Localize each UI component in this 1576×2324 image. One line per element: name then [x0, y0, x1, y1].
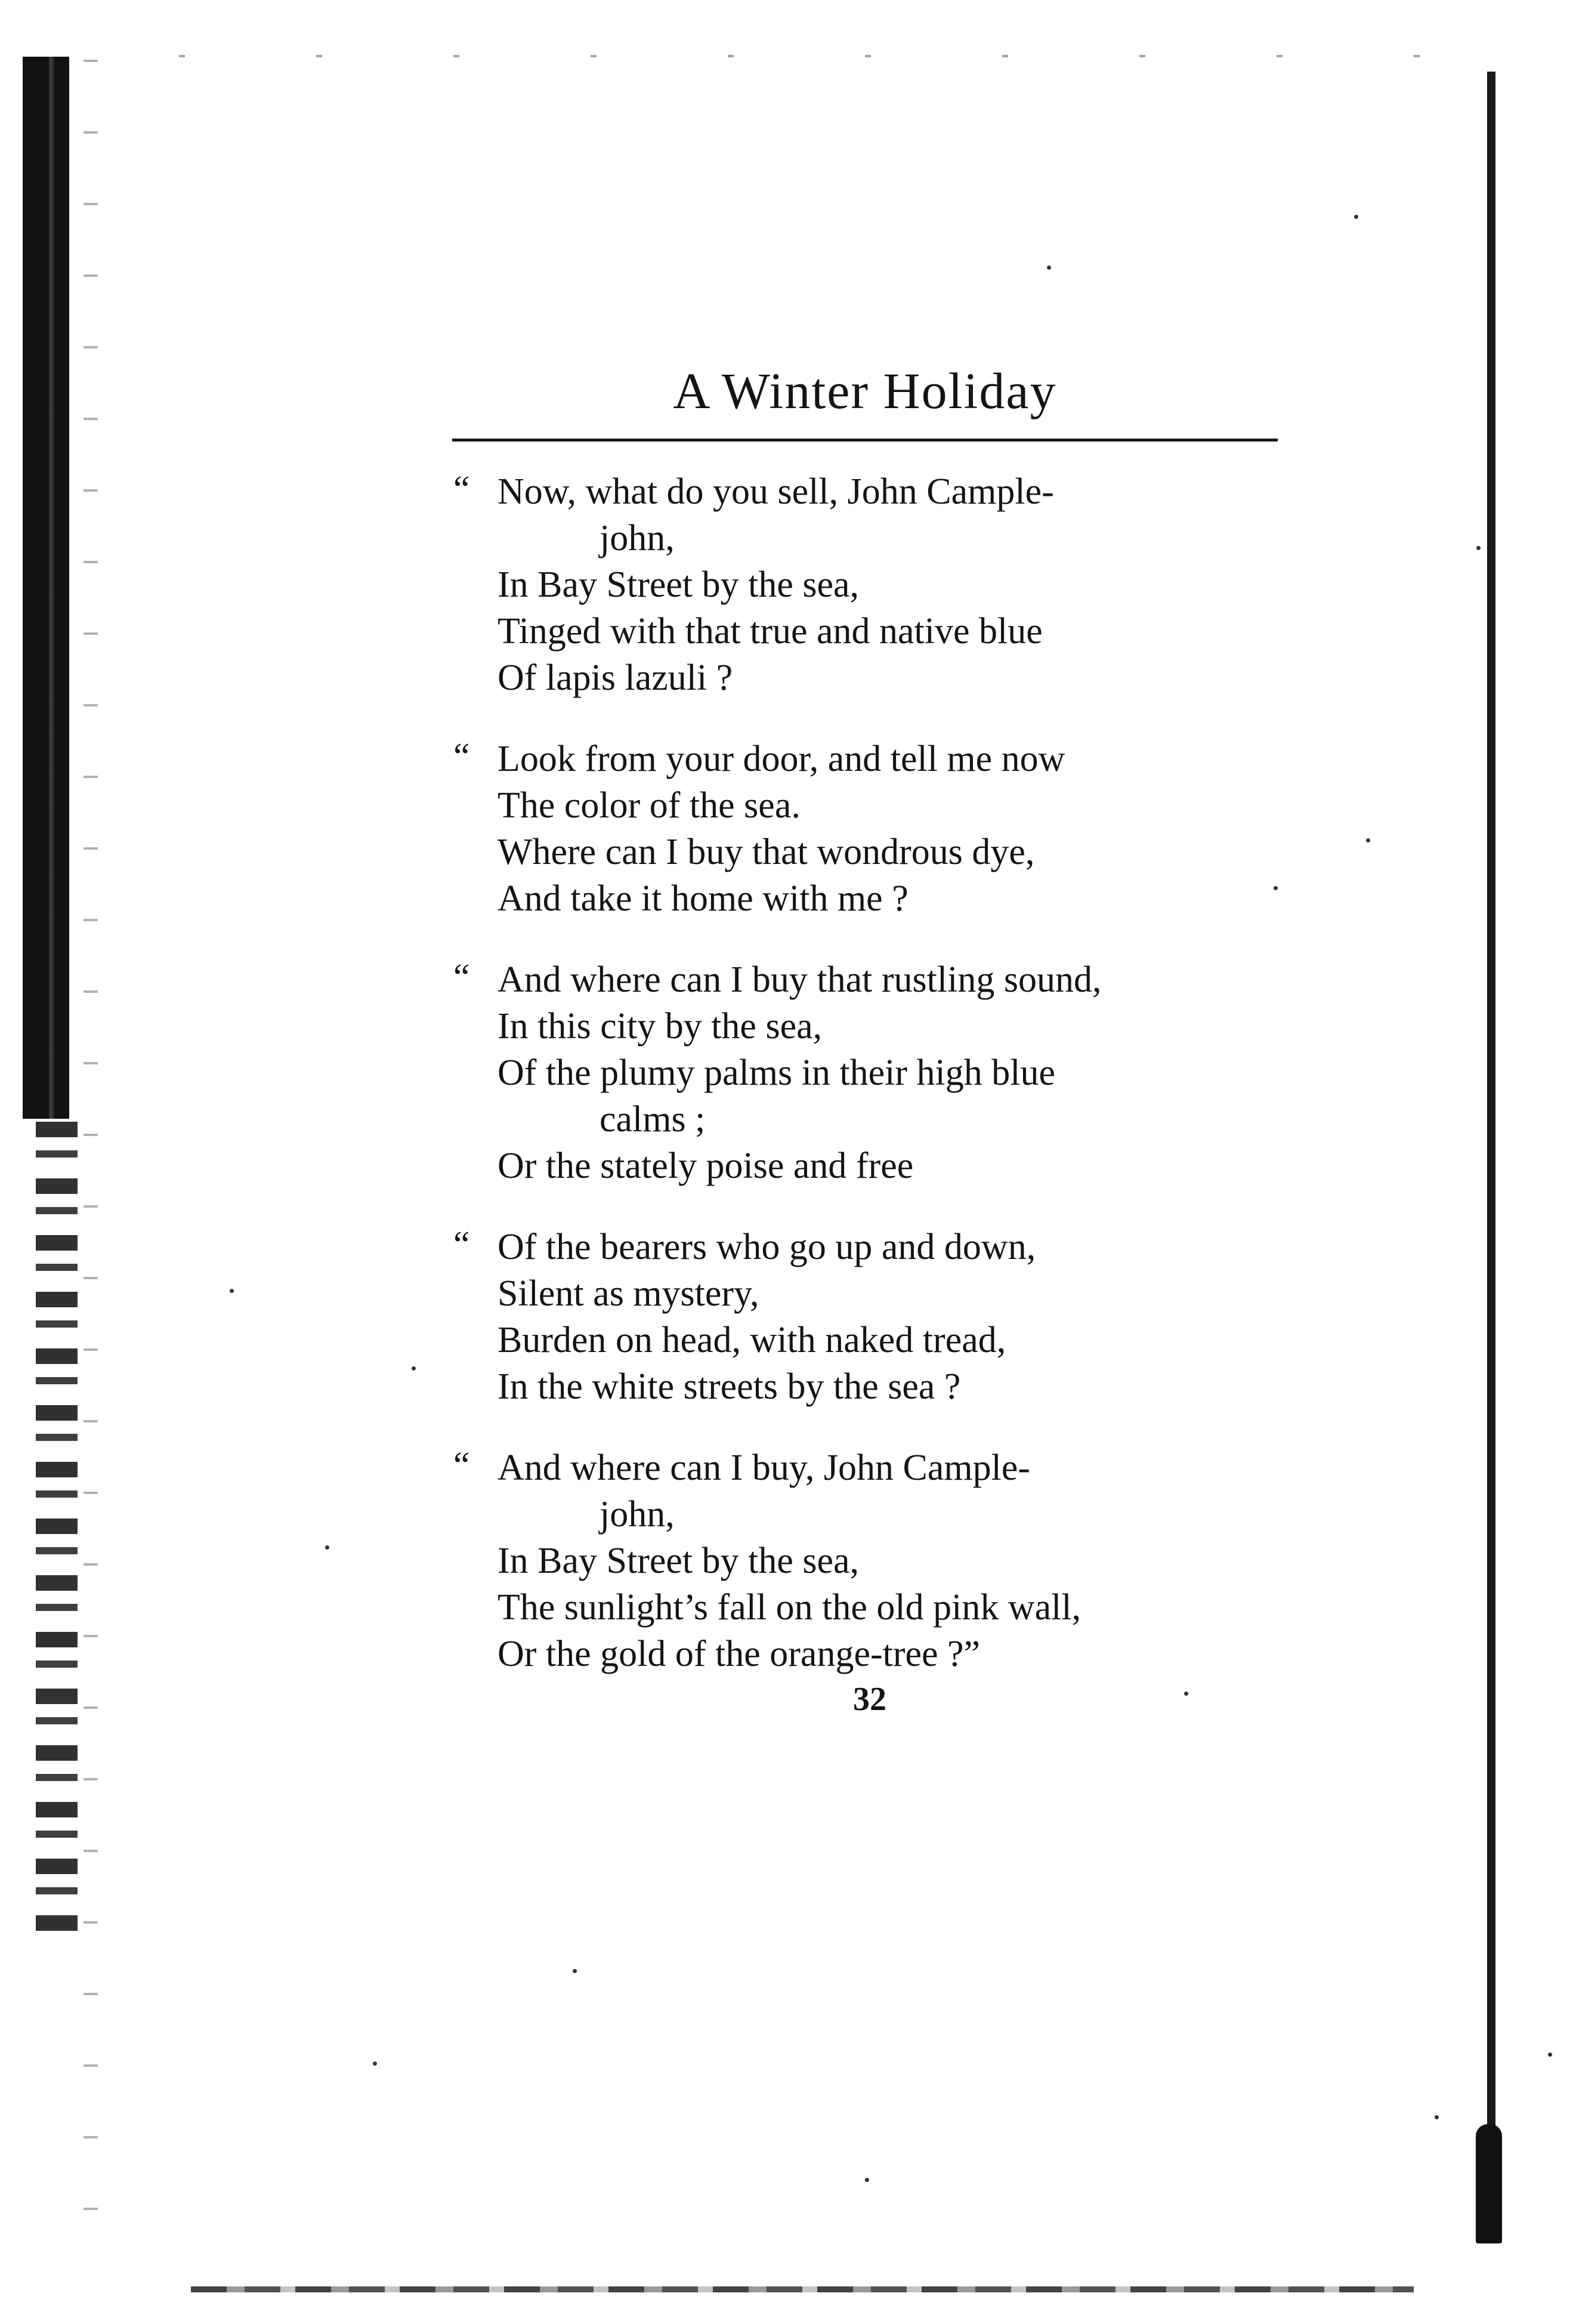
scan-speck	[1476, 546, 1481, 550]
poem-line: Silent as mystery,	[497, 1273, 759, 1314]
poem-line: In Bay Street by the sea,	[497, 1541, 860, 1581]
header-rule	[452, 439, 1278, 442]
open-quote: “	[453, 957, 470, 998]
scan-speck	[1435, 2115, 1439, 2119]
poem-line: Or the gold of the orange-tree ?”	[497, 1634, 981, 1674]
poem-line: Burden on head, with naked tread,	[497, 1320, 1006, 1360]
poem-line-text: Of the bearers who go up and down,	[497, 1227, 1036, 1267]
scan-edge-left-marks	[36, 1122, 78, 1933]
open-quote: “	[453, 469, 470, 510]
stanza-4	[453, 1224, 1294, 1410]
poem-line: In the white streets by the sea ?	[497, 1366, 961, 1407]
poem-line-text: And where can I buy, John Cample-	[497, 1448, 1031, 1488]
poem-line: In Bay Street by the sea,	[497, 564, 860, 605]
scan-edge-left	[23, 57, 69, 1119]
poem-line	[453, 1224, 1294, 1270]
poem-line-text: Look from your door, and tell me now	[497, 739, 1065, 779]
open-quote: “	[453, 736, 470, 777]
poem-line-text: And where can I buy that rustling sound,	[497, 959, 1102, 1000]
stanza-3	[453, 956, 1294, 1189]
poem	[453, 468, 1294, 1712]
poem-line	[453, 468, 1294, 515]
scan-speck	[1548, 2053, 1552, 2057]
poem-line: And take it home with me ?	[497, 878, 908, 919]
poem-line-continuation: john,	[600, 1494, 675, 1535]
scan-edge-specks	[84, 60, 98, 2255]
page-number: 32	[853, 1681, 886, 1718]
poem-line: The color of the sea.	[497, 785, 801, 826]
poem-line-continuation: john,	[600, 518, 675, 558]
poem-line: Or the stately poise and free	[497, 1146, 914, 1186]
poem-line-text: Of the plumy palms in their high blue	[497, 1053, 1056, 1093]
poem-line: In this city by the sea,	[497, 1006, 823, 1047]
scan-speck	[230, 1289, 234, 1293]
scan-edge-right-blot	[1476, 2124, 1502, 2243]
poem-line-text: Now, what do you sell, John Cample-	[497, 471, 1054, 512]
poem-line: Where can I buy that wondrous dye,	[497, 832, 1035, 872]
scan-edge-top	[179, 55, 1420, 57]
scan-edge-bottom	[191, 2286, 1414, 2292]
scan-speck	[1366, 838, 1370, 842]
poem-line	[453, 736, 1294, 782]
poem-line: Of lapis lazuli ?	[497, 658, 733, 698]
stanza-1	[453, 468, 1294, 701]
open-quote: “	[453, 1445, 470, 1486]
poem-line	[453, 956, 1294, 1003]
stanza-5	[453, 1445, 1294, 1677]
stanza-2	[453, 736, 1294, 922]
scan-speck	[573, 1969, 577, 1973]
scan-speck	[865, 2178, 869, 2182]
poem-line: The sunlight’s fall on the old pink wall,	[497, 1587, 1081, 1628]
open-quote: “	[453, 1224, 470, 1265]
poem-line	[453, 1050, 1294, 1096]
poem-line-continuation: calms ;	[600, 1099, 706, 1140]
scan-speck	[412, 1366, 416, 1371]
poem-line: Tinged with that true and native blue	[497, 611, 1043, 652]
scan-speck	[325, 1545, 329, 1550]
scan-edge-right	[1487, 72, 1495, 2232]
poem-line	[453, 1445, 1294, 1491]
scan-speck	[1047, 266, 1051, 270]
scan-speck	[1354, 215, 1358, 219]
running-head: A Winter Holiday	[673, 362, 1057, 419]
scan-speck	[373, 2061, 377, 2066]
